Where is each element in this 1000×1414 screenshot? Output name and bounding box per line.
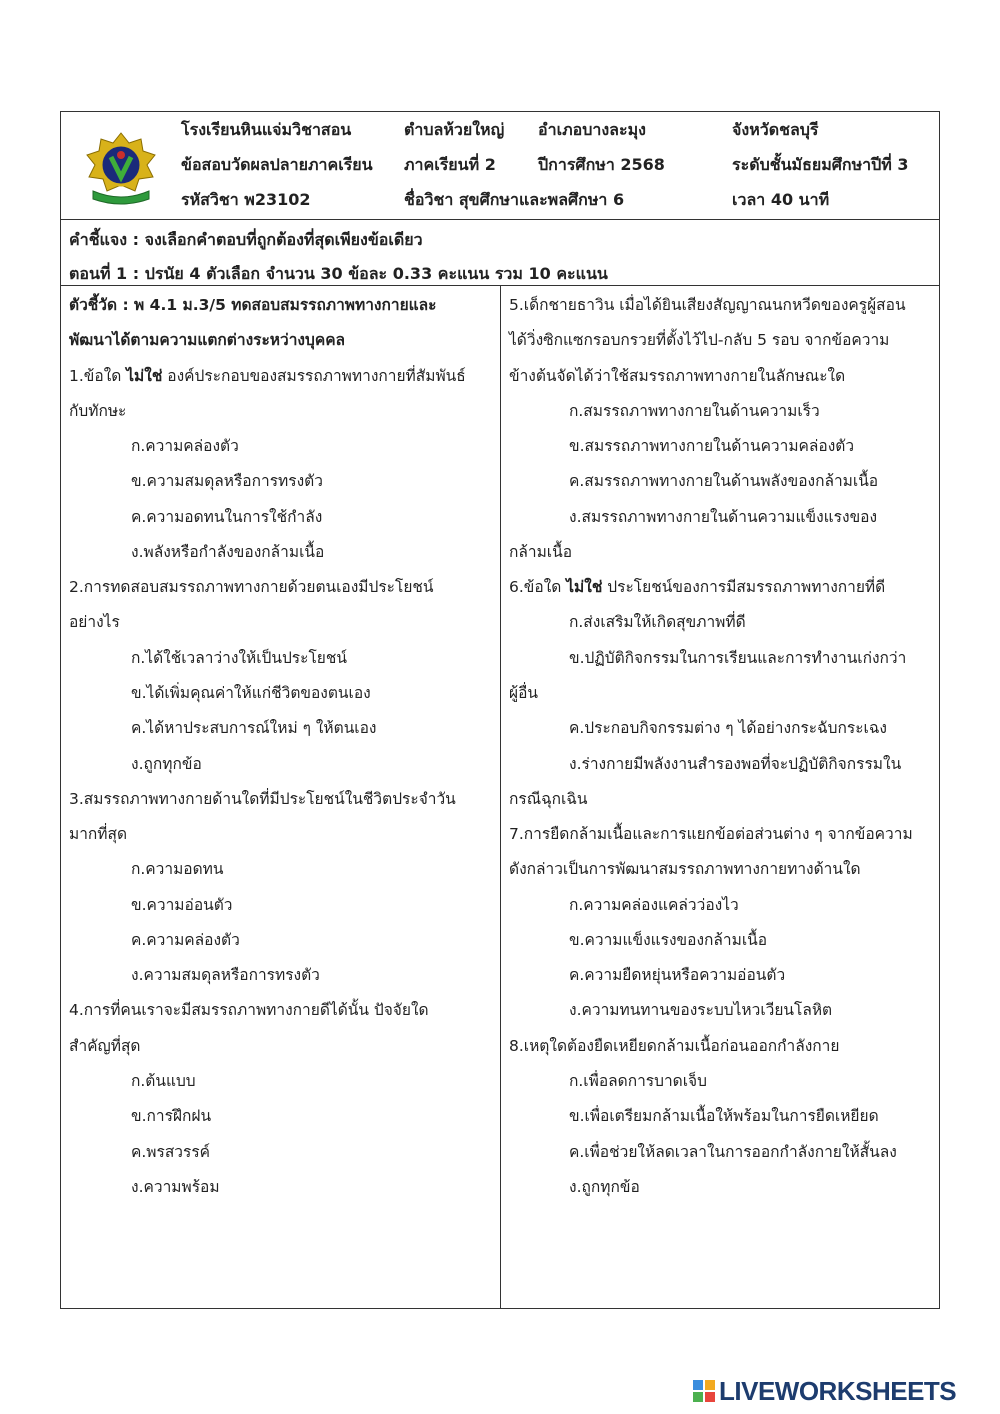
choice-d[interactable]: ง.ความสมดุลหรือการทรงตัว [131, 966, 320, 984]
school-logo-icon [83, 129, 159, 205]
choice-b[interactable]: ข.สมรรถภาพทางกายในด้านความคล่องตัว [569, 437, 855, 455]
indicator-line: พัฒนาได้ตามความแตกต่างระหว่างบุคคล [69, 331, 346, 349]
choice-c[interactable]: ค.ความอดทนในการใช้กำลัง [131, 508, 323, 526]
choice-b[interactable]: ข.ความสมดุลหรือการทรงตัว [131, 472, 323, 490]
choice-b[interactable]: ข.ปฏิบัติกิจกรรมในการเรียนและการทำงานเก่งกว่า [569, 649, 907, 667]
choice-c[interactable]: ค.ได้หาประสบการณ์ใหม่ ๆ ให้ตนเอง [131, 719, 377, 737]
question-text: มากที่สุด [69, 825, 128, 843]
choice-a[interactable]: ก.สมรรถภาพทางกายในด้านความเร็ว [569, 402, 820, 420]
brand-text: LIVEWORKSHEETS [719, 1375, 957, 1406]
course-code: รหัสวิชา พ23102 [181, 190, 311, 209]
question-text: กับทักษะ [69, 402, 127, 420]
choice-d-continued: กล้ามเนื้อ [509, 543, 573, 561]
choice-c[interactable]: ค.พรสวรรค์ [131, 1143, 211, 1161]
question-3: 3.สมรรถภาพทางกายด้านใดที่มีประโยชน์ในชีวิตประจำวัน [69, 790, 456, 808]
choice-a[interactable]: ก.ได้ใช้เวลาว่างให้เป็นประโยชน์ [131, 649, 347, 667]
question-text: ดังกล่าวเป็นการพัฒนาสมรรถภาพทางกายทางด้านใด [509, 860, 861, 878]
exam-time: เวลา 40 นาที [732, 190, 830, 209]
grade-level: ระดับชั้นมัธยมศึกษาปีที่ 3 [732, 155, 909, 174]
choice-c[interactable]: ค.เพื่อช่วยให้ลดเวลาในการออกกำลังกายให้สั้นลง [569, 1143, 897, 1161]
choice-d[interactable]: ง.สมรรถภาพทางกายในด้านความแข็งแรงของ [569, 508, 878, 526]
choice-b[interactable]: ข.ได้เพิ่มคุณค่าให้แก่ชีวิตของตนเอง [131, 684, 371, 702]
choice-b[interactable]: ข.ความแข็งแรงของกล้ามเนื้อ [569, 931, 768, 949]
exam-title: ข้อสอบวัดผลปลายภาคเรียน [181, 155, 373, 174]
question-2: 2.การทดสอบสมรรถภาพทางกายด้วยตนเองมีประโยชน์ [69, 578, 434, 596]
choice-a[interactable]: ก.เพื่อลดการบาดเจ็บ [569, 1072, 707, 1090]
question-4: 4.การที่คนเราจะมีสมรรถภาพทางกายดีได้นั้น ปัจจัยใด [69, 1001, 429, 1019]
question-8: 8.เหตุใดต้องยืดเหยียดกล้ามเนื้อก่อนออกกำลังกาย [509, 1037, 840, 1055]
subdistrict: ตำบลห้วยใหญ่ [404, 120, 505, 139]
choice-d-continued: กรณีฉุกเฉิน [509, 790, 588, 808]
question-text: ได้วิ่งซิกแซกรอบกรวยที่ตั้งไว้ไป-กลับ 5 รอบ จากข้อความ [509, 331, 890, 349]
choice-a[interactable]: ก.ส่งเสริมให้เกิดสุขภาพที่ดี [569, 613, 746, 631]
exam-header [61, 112, 939, 220]
column-divider [500, 285, 501, 1308]
choice-b[interactable]: ข.ความอ่อนตัว [131, 896, 233, 914]
choice-a[interactable]: ก.ความคล่องแคล่วว่องไว [569, 896, 739, 914]
choice-d[interactable]: ง.พลังหรือกำลังของกล้ามเนื้อ [131, 543, 325, 561]
choice-c[interactable]: ค.ประกอบกิจกรรมต่าง ๆ ได้อย่างกระฉับกระเฉง [569, 719, 887, 737]
section-line: ตอนที่ 1 : ปรนัย 4 ตัวเลือก จำนวน 30 ข้อละ 0.33 คะแนน รวม 10 คะแนน [69, 264, 608, 283]
choice-d[interactable]: ง.ความพร้อม [131, 1178, 220, 1196]
choice-a[interactable]: ก.ต้นแบบ [131, 1072, 196, 1090]
instruction-line: คำชี้แจง : จงเลือกคำตอบที่ถูกต้องที่สุดเพียงข้อเดียว [69, 230, 423, 249]
term: ภาคเรียนที่ 2 [404, 155, 496, 174]
district: อำเภอบางละมุง [538, 120, 646, 139]
question-text: ข้างต้นจัดได้ว่าใช้สมรรถภาพทางกายในลักษณะใด [509, 367, 846, 385]
course-name: ชื่อวิชา สุขศึกษาและพลศึกษา 6 [404, 190, 625, 209]
academic-year: ปีการศึกษา 2568 [538, 155, 665, 174]
question-text: อย่างไร [69, 613, 120, 631]
exam-frame [60, 111, 940, 1309]
province: จังหวัดชลบุรี [732, 120, 819, 139]
choice-b-continued: ผู้อื่น [509, 684, 538, 702]
question-6: 6.ข้อใด ไม่ใช่ ประโยชน์ของการมีสมรรถภาพทางกายที่ดี [509, 578, 886, 596]
choice-b[interactable]: ข.การฝึกฝน [131, 1107, 212, 1125]
choice-d[interactable]: ง.ความทนทานของระบบไหวเวียนโลหิต [569, 1001, 833, 1019]
question-7: 7.การยืดกล้ามเนื้อและการแยกข้อต่อส่วนต่าง ๆ จากข้อความ [509, 825, 913, 843]
choice-d[interactable]: ง.ถูกทุกข้อ [131, 755, 202, 773]
liveworksheets-logo [692, 1374, 956, 1408]
choice-b[interactable]: ข.เพื่อเตรียมกล้ามเนื้อให้พร้อมในการยืดเหยียด [569, 1107, 879, 1125]
choice-c[interactable]: ค.ความยืดหยุ่นหรือความอ่อนตัว [569, 966, 786, 984]
choice-d[interactable]: ง.ถูกทุกข้อ [569, 1178, 640, 1196]
choice-a[interactable]: ก.ความคล่องตัว [131, 437, 239, 455]
choice-d[interactable]: ง.ร่างกายมีพลังงานสำรองพอที่จะปฏิบัติกิจกรรมใน [569, 755, 902, 773]
question-5: 5.เด็กชายธาวิน เมื่อได้ยินเสียงสัญญาณนกหวีดของครูผู้สอน [509, 296, 906, 314]
school-name: โรงเรียนหินแจ่มวิชาสอน [181, 120, 352, 139]
question-text: สำคัญที่สุด [69, 1037, 141, 1055]
choice-c[interactable]: ค.สมรรถภาพทางกายในด้านพลังของกล้ามเนื้อ [569, 472, 879, 490]
indicator-line: ตัวชี้วัด : พ 4.1 ม.3/5 ทดสอบสมรรถภาพทางกายและ [69, 296, 437, 314]
choice-a[interactable]: ก.ความอดทน [131, 860, 224, 878]
choice-c[interactable]: ค.ความคล่องตัว [131, 931, 240, 949]
instructions [61, 219, 939, 286]
liveworksheets-icon [692, 1379, 716, 1403]
question-1: 1.ข้อใด ไม่ใช่ องค์ประกอบของสมรรถภาพทางกายที่สัมพันธ์ [69, 367, 466, 385]
